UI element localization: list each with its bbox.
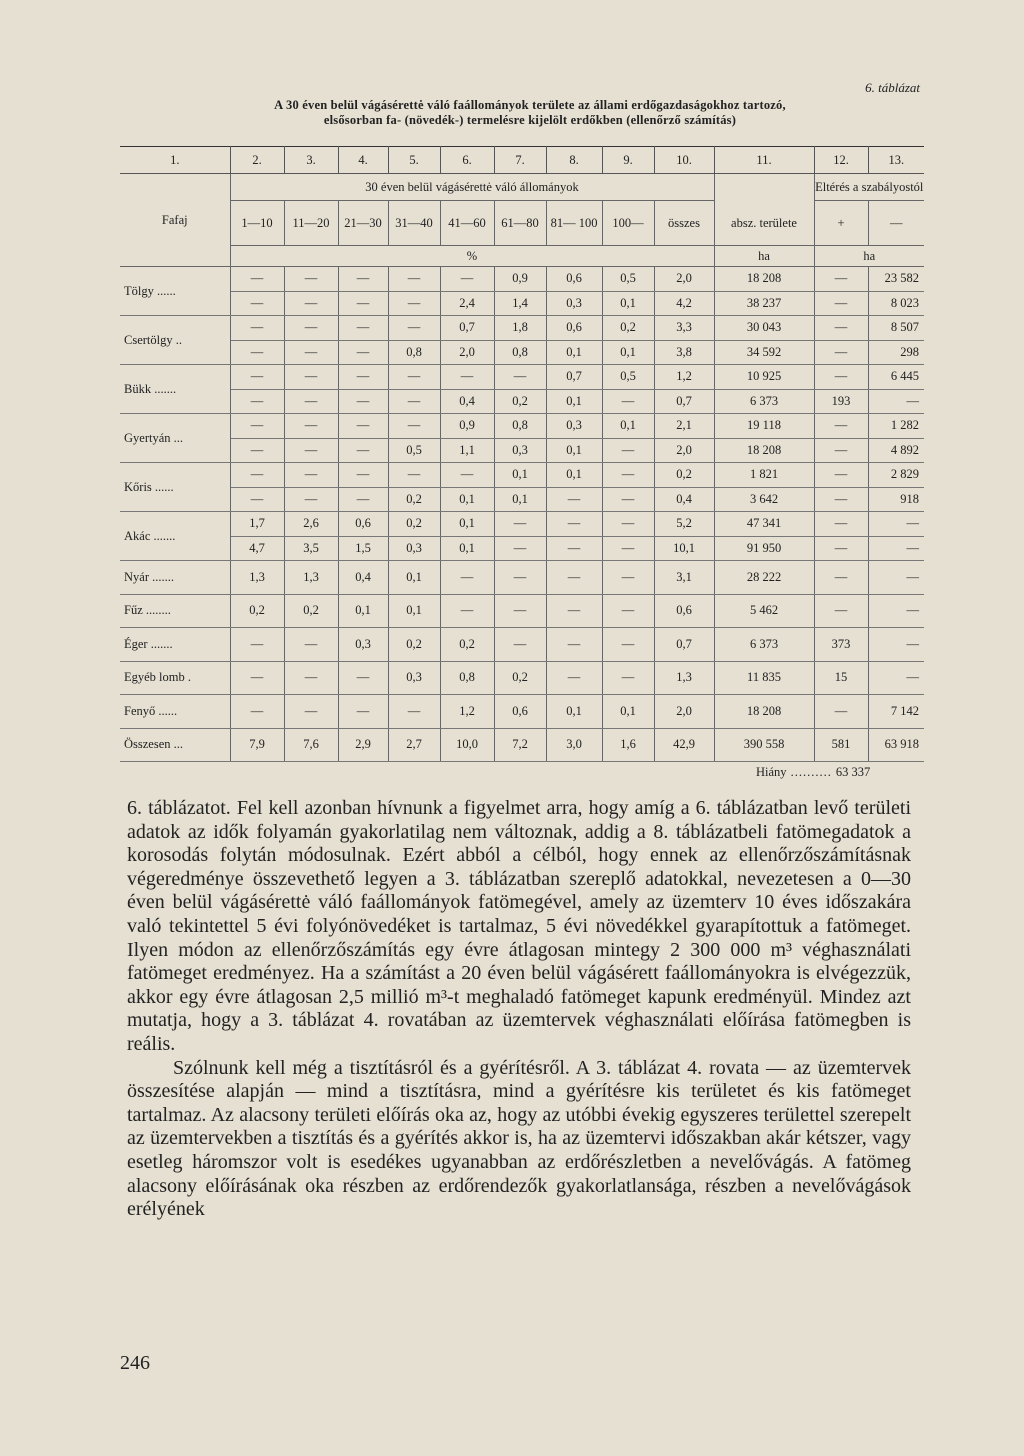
- table-cell: —: [338, 414, 388, 439]
- table-cell: —: [814, 594, 868, 628]
- table-cell: 1,3: [230, 561, 284, 595]
- table-cell: —: [230, 414, 284, 439]
- species-name: Akác .......: [120, 512, 230, 561]
- table-cell: 0,7: [440, 316, 494, 341]
- table-cell: —: [230, 487, 284, 512]
- table-cell: 0,3: [494, 438, 546, 463]
- table-row: [120, 340, 924, 365]
- table-cell: 0,6: [546, 267, 602, 292]
- table-cell: 10,1: [654, 536, 714, 561]
- table-row: [120, 628, 924, 662]
- species-name: Fűz ........: [120, 594, 230, 628]
- table-row: [120, 561, 924, 595]
- table-row: [120, 365, 924, 390]
- table-cell: 3,0: [546, 728, 602, 762]
- table-cell: 2,9: [338, 728, 388, 762]
- table-row: [120, 487, 924, 512]
- table-title-line-2: elsősorban fa- (növedék-) termelésre kijelölt erdőkben (ellenőrző számítás): [323, 113, 737, 127]
- table-cell: 28 222: [714, 561, 814, 595]
- table-label: 6. táblázat: [865, 80, 920, 95]
- header-minus: —: [868, 201, 924, 246]
- table-cell: 5 462: [714, 594, 814, 628]
- table-cell: 0,5: [602, 365, 654, 390]
- table-cell: 918: [868, 487, 924, 512]
- table-cell: —: [440, 561, 494, 595]
- table-cell: —: [230, 695, 284, 729]
- table-cell: 0,1: [602, 291, 654, 316]
- table-cell: —: [284, 487, 338, 512]
- table-cell: —: [546, 487, 602, 512]
- table-cell: —: [814, 340, 868, 365]
- table-cell: 1,6: [602, 728, 654, 762]
- header-range: 61—80: [494, 201, 546, 246]
- table-cell: 1,2: [440, 695, 494, 729]
- table-cell: —: [814, 695, 868, 729]
- table-cell: 0,2: [230, 594, 284, 628]
- table-cell: —: [602, 594, 654, 628]
- table-cell: —: [230, 628, 284, 662]
- header-pct: %: [230, 246, 714, 267]
- table-cell: —: [868, 536, 924, 561]
- table-cell: 0,1: [546, 695, 602, 729]
- table-cell: 3,8: [654, 340, 714, 365]
- page-number: 246: [120, 1352, 150, 1374]
- col-num: 8.: [546, 147, 602, 174]
- species-name: Csertölgy ..: [120, 316, 230, 365]
- table-title-line-1: A 30 éven belül vágásérettė váló faállományok területe az állami erdőgazdaságokhoz tartozó,: [274, 98, 786, 112]
- table-cell: 1,3: [654, 661, 714, 695]
- table-cell: —: [338, 695, 388, 729]
- table-cell: 0,1: [546, 340, 602, 365]
- species-name: Összesen ...: [120, 728, 230, 762]
- table-cell: 0,6: [338, 512, 388, 537]
- table-cell: —: [602, 661, 654, 695]
- table-cell: —: [602, 628, 654, 662]
- table-cell: —: [868, 389, 924, 414]
- table-cell: 4,2: [654, 291, 714, 316]
- col-num: 3.: [284, 147, 338, 174]
- data-table: [120, 146, 924, 762]
- table-cell: 193: [814, 389, 868, 414]
- table-cell: —: [494, 512, 546, 537]
- table-cell: —: [284, 628, 338, 662]
- table-cell: —: [284, 438, 338, 463]
- table-row: [120, 512, 924, 537]
- table-cell: 10 925: [714, 365, 814, 390]
- table-cell: 6 445: [868, 365, 924, 390]
- table-cell: 0,1: [546, 463, 602, 488]
- table-row: [120, 728, 924, 762]
- table-cell: 0,3: [388, 661, 440, 695]
- header-area: absz. területe: [714, 201, 814, 246]
- table-cell: —: [230, 438, 284, 463]
- table-cell: 0,6: [546, 316, 602, 341]
- table-cell: —: [230, 389, 284, 414]
- header-range: 11—20: [284, 201, 338, 246]
- table-cell: 6 373: [714, 389, 814, 414]
- species-name: Bükk .......: [120, 365, 230, 414]
- table-row: [120, 267, 924, 292]
- table-cell: —: [440, 365, 494, 390]
- table-cell: 30 043: [714, 316, 814, 341]
- table-cell: —: [546, 561, 602, 595]
- table-cell: 0,9: [494, 267, 546, 292]
- table-cell: 18 208: [714, 267, 814, 292]
- table-cell: 63 918: [868, 728, 924, 762]
- table-row: [120, 414, 924, 439]
- table-cell: 0,2: [440, 628, 494, 662]
- species-name: Éger .......: [120, 628, 230, 662]
- table-cell: —: [494, 594, 546, 628]
- table-cell: —: [868, 661, 924, 695]
- table-cell: 1,1: [440, 438, 494, 463]
- species-name: Gyertyán ...: [120, 414, 230, 463]
- table-cell: 0,6: [494, 695, 546, 729]
- table-cell: 0,9: [440, 414, 494, 439]
- table-cell: —: [814, 365, 868, 390]
- table-cell: —: [814, 438, 868, 463]
- header-range-total: összes: [654, 201, 714, 246]
- table-cell: —: [284, 291, 338, 316]
- table-cell: —: [546, 594, 602, 628]
- table-row: [120, 594, 924, 628]
- table-cell: —: [494, 561, 546, 595]
- table-cell: —: [868, 594, 924, 628]
- table-cell: 2,0: [654, 695, 714, 729]
- table-cell: —: [814, 487, 868, 512]
- table-cell: 7 142: [868, 695, 924, 729]
- table-cell: 0,3: [388, 536, 440, 561]
- table-cell: —: [230, 463, 284, 488]
- col-num: 5.: [388, 147, 440, 174]
- table-cell: 0,1: [602, 414, 654, 439]
- table-cell: —: [440, 463, 494, 488]
- table-cell: 0,1: [440, 536, 494, 561]
- table-cell: 0,8: [388, 340, 440, 365]
- table-cell: 373: [814, 628, 868, 662]
- table-cell: 0,4: [338, 561, 388, 595]
- table-cell: —: [230, 267, 284, 292]
- header-fafaj: Fafaj: [120, 174, 230, 267]
- table-cell: 1,7: [230, 512, 284, 537]
- species-name: Nyár .......: [120, 561, 230, 595]
- paragraph-1: 6. táblázatot. Fel kell azonban hívnunk a figyelmet arra, hogy amíg a 6. táblázatban levő területi adatok az idők folyamán gyakorlatilag nem változnak, addig a 8. táblázatbeli fatömegadatok a korosodás folytán módosulnak. Ezért abból a célból, hogy ennek az ellenőrzőszámításnak végeredménye összevethető legyen a 3. táblázatban szereplő adatokkal, nevezetesen a 0—30 éven belül vágásérettė váló faállományok fatömegével, amely az üzemterv 10 éves időszakára való tekintettel 5 évi folyónövedéket is tartalmaz, 5 évi növedékkel gyarapítottuk a fatömeget. Ilyen módon az ellenőrzőszámítás egy évre átlagosan mintegy 2 300 000 m³ véghasználati fatömeget eredményez. Ha a számítást a 20 éven belül vágásérett faállományokra is elvégezzük, akkor egy évre átlagosan 2,5 millió m³-t meghaladó fatömeget kapunk eredményül. Mindez azt mutatja, hogy a 3. táblázat 4. rovatában az üzemtervek véghasználati előírása fatömegben is reális.: [127, 797, 911, 1055]
- col-num: 13.: [868, 147, 924, 174]
- table-row: [120, 463, 924, 488]
- table-cell: 0,2: [494, 389, 546, 414]
- table-cell: 8 023: [868, 291, 924, 316]
- table-cell: —: [494, 536, 546, 561]
- table-title: [130, 98, 930, 128]
- table-cell: 18 208: [714, 438, 814, 463]
- table-cell: —: [814, 561, 868, 595]
- table-cell: 2,0: [440, 340, 494, 365]
- col-num: 6.: [440, 147, 494, 174]
- table-cell: —: [814, 536, 868, 561]
- table-cell: 2,1: [654, 414, 714, 439]
- table-cell: —: [338, 661, 388, 695]
- table-cell: —: [814, 291, 868, 316]
- table-cell: —: [284, 661, 338, 695]
- table-cell: 0,1: [440, 512, 494, 537]
- table-cell: 298: [868, 340, 924, 365]
- table-cell: 0,2: [388, 628, 440, 662]
- table-cell: 7,9: [230, 728, 284, 762]
- table-cell: 2 829: [868, 463, 924, 488]
- table-cell: 0,2: [654, 463, 714, 488]
- header-plus: +: [814, 201, 868, 246]
- body-text: [127, 797, 911, 1222]
- table-cell: —: [602, 512, 654, 537]
- table-cell: 0,5: [602, 267, 654, 292]
- header-range: 100—: [602, 201, 654, 246]
- header-range: 21—30: [338, 201, 388, 246]
- table-cell: —: [230, 340, 284, 365]
- table-cell: —: [494, 628, 546, 662]
- table-cell: 1,4: [494, 291, 546, 316]
- col-num: 4.: [338, 147, 388, 174]
- table-cell: 5,2: [654, 512, 714, 537]
- shortfall-label: Hiány: [756, 765, 787, 779]
- table-cell: —: [814, 463, 868, 488]
- table-row: [120, 695, 924, 729]
- table-cell: —: [546, 628, 602, 662]
- shortfall-value: 63 337: [835, 765, 871, 779]
- species-name: Tölgy ......: [120, 267, 230, 316]
- table-cell: 0,2: [284, 594, 338, 628]
- table-cell: 8 507: [868, 316, 924, 341]
- table-cell: —: [814, 414, 868, 439]
- table-cell: 0,7: [654, 389, 714, 414]
- table-cell: —: [388, 365, 440, 390]
- paragraph-2: Szólnunk kell még a tisztításról és a gyérítésről. A 3. táblázat 4. rovata — az üzemtervek összesítése alapján — mind a tisztításra, mind a gyérítésre kis területet és kis fatömeget tartalmaz. Az alacsony területi előírás oka az, hogy az utóbbi évekig egyszeres területtel szerepelt az üzemtervekben a tisztítás és a gyérítés akkor is, ha az üzemtervi időszakban akár kétszer, vagy esetleg háromszor volt is esedékes ugyanabban az erdőrészletben a nevelővágás. A fatömeg alacsony előírásának oka részben az erdőrendezők gyakorlatlansága, részben a nevelővágások erélyének: [127, 1056, 911, 1221]
- table-cell: 2,7: [388, 728, 440, 762]
- table-cell: 47 341: [714, 512, 814, 537]
- table-cell: 15: [814, 661, 868, 695]
- table-cell: —: [602, 536, 654, 561]
- table-cell: —: [602, 561, 654, 595]
- table-row: [120, 438, 924, 463]
- table-cell: —: [338, 389, 388, 414]
- col-num: 9.: [602, 147, 654, 174]
- table-cell: 0,8: [440, 661, 494, 695]
- table-cell: —: [338, 365, 388, 390]
- table-row: [120, 316, 924, 341]
- table-cell: 0,3: [546, 414, 602, 439]
- table-cell: 0,6: [654, 594, 714, 628]
- table-cell: —: [284, 414, 338, 439]
- table-cell: 1,3: [284, 561, 338, 595]
- table-cell: 0,1: [546, 438, 602, 463]
- table-cell: —: [338, 267, 388, 292]
- table-cell: 0,2: [602, 316, 654, 341]
- table-cell: —: [284, 316, 338, 341]
- table-cell: —: [338, 463, 388, 488]
- table-cell: 0,8: [494, 340, 546, 365]
- header-deviation: Eltérés a szabályostól: [814, 174, 924, 201]
- table-body: [120, 267, 924, 762]
- header-range: 41—60: [440, 201, 494, 246]
- table-row: [120, 661, 924, 695]
- table-cell: 0,2: [388, 512, 440, 537]
- table-cell: 3 642: [714, 487, 814, 512]
- table-cell: —: [602, 463, 654, 488]
- col-num: 1.: [120, 147, 230, 174]
- table-row: [120, 291, 924, 316]
- table-cell: 0,2: [494, 661, 546, 695]
- table-cell: 0,3: [338, 628, 388, 662]
- table-cell: —: [388, 414, 440, 439]
- shortfall-line: Hiány .......... 63 337: [756, 765, 871, 779]
- table-cell: —: [388, 267, 440, 292]
- table-cell: 3,3: [654, 316, 714, 341]
- table-cell: 2,6: [284, 512, 338, 537]
- table-cell: —: [284, 389, 338, 414]
- table-row: [120, 536, 924, 561]
- table-cell: 18 208: [714, 695, 814, 729]
- column-number-row: [120, 147, 924, 174]
- table-cell: 11 835: [714, 661, 814, 695]
- header-range: 31—40: [388, 201, 440, 246]
- table-cell: 0,2: [388, 487, 440, 512]
- table-cell: 0,7: [546, 365, 602, 390]
- table-cell: 0,4: [440, 389, 494, 414]
- species-name: Egyéb lomb .: [120, 661, 230, 695]
- col-num: 11.: [714, 147, 814, 174]
- header-range: 1—10: [230, 201, 284, 246]
- table-cell: —: [868, 561, 924, 595]
- table-cell: 6 373: [714, 628, 814, 662]
- table-cell: —: [388, 389, 440, 414]
- table-cell: —: [388, 463, 440, 488]
- table-cell: —: [546, 536, 602, 561]
- table-cell: 38 237: [714, 291, 814, 316]
- table-cell: —: [602, 487, 654, 512]
- table-cell: 7,2: [494, 728, 546, 762]
- table-cell: 0,1: [388, 594, 440, 628]
- table-cell: 3,1: [654, 561, 714, 595]
- table-cell: —: [440, 594, 494, 628]
- col-num: 10.: [654, 147, 714, 174]
- header-ha-deviation: ha: [814, 246, 924, 267]
- table-cell: 0,1: [388, 561, 440, 595]
- table-cell: 0,1: [602, 340, 654, 365]
- table-cell: 23 582: [868, 267, 924, 292]
- species-name: Fenyő ......: [120, 695, 230, 729]
- table-cell: 0,1: [546, 389, 602, 414]
- table-cell: —: [284, 695, 338, 729]
- table-cell: 1,5: [338, 536, 388, 561]
- table-cell: 0,1: [494, 487, 546, 512]
- table-cell: —: [230, 316, 284, 341]
- table-cell: —: [284, 365, 338, 390]
- table-cell: 10,0: [440, 728, 494, 762]
- table-cell: —: [338, 316, 388, 341]
- table-cell: —: [230, 661, 284, 695]
- table-cell: 34 592: [714, 340, 814, 365]
- table-cell: 0,1: [338, 594, 388, 628]
- table-cell: 0,1: [494, 463, 546, 488]
- table-cell: 0,4: [654, 487, 714, 512]
- table-cell: —: [284, 463, 338, 488]
- header-range: 81— 100: [546, 201, 602, 246]
- table-cell: —: [388, 695, 440, 729]
- table-cell: 3,5: [284, 536, 338, 561]
- table-cell: 0,1: [440, 487, 494, 512]
- table-cell: —: [230, 365, 284, 390]
- table-cell: 4,7: [230, 536, 284, 561]
- table-cell: 1 821: [714, 463, 814, 488]
- table-cell: 0,7: [654, 628, 714, 662]
- table-cell: —: [440, 267, 494, 292]
- table-cell: —: [546, 661, 602, 695]
- table-cell: —: [814, 267, 868, 292]
- table-cell: —: [338, 340, 388, 365]
- table-cell: —: [868, 628, 924, 662]
- table-cell: 0,5: [388, 438, 440, 463]
- table-cell: —: [602, 438, 654, 463]
- table-cell: 42,9: [654, 728, 714, 762]
- table-cell: 1 282: [868, 414, 924, 439]
- table-cell: —: [546, 512, 602, 537]
- table-cell: —: [814, 512, 868, 537]
- table-cell: 2,0: [654, 267, 714, 292]
- col-num: 2.: [230, 147, 284, 174]
- header-group: 30 éven belül vágásérettė váló állományok: [230, 174, 714, 201]
- table-cell: —: [230, 291, 284, 316]
- table-cell: —: [494, 365, 546, 390]
- table-cell: 581: [814, 728, 868, 762]
- table-cell: —: [388, 291, 440, 316]
- table-cell: —: [338, 487, 388, 512]
- table-cell: 0,1: [602, 695, 654, 729]
- table-cell: 2,4: [440, 291, 494, 316]
- table-cell: —: [814, 316, 868, 341]
- table-cell: 7,6: [284, 728, 338, 762]
- table-cell: —: [388, 316, 440, 341]
- table-cell: —: [338, 291, 388, 316]
- table-row: [120, 389, 924, 414]
- table-cell: —: [602, 389, 654, 414]
- table-cell: 2,0: [654, 438, 714, 463]
- table-cell: —: [284, 340, 338, 365]
- table-cell: 0,8: [494, 414, 546, 439]
- table-cell: 4 892: [868, 438, 924, 463]
- col-num: 7.: [494, 147, 546, 174]
- table-cell: 0,3: [546, 291, 602, 316]
- table-cell: 1,8: [494, 316, 546, 341]
- col-num: 12.: [814, 147, 868, 174]
- table-cell: —: [284, 267, 338, 292]
- table-cell: 390 558: [714, 728, 814, 762]
- header-ha: ha: [714, 246, 814, 267]
- table-cell: 1,2: [654, 365, 714, 390]
- species-name: Kőris ......: [120, 463, 230, 512]
- table-cell: —: [868, 512, 924, 537]
- table-cell: 19 118: [714, 414, 814, 439]
- table-cell: —: [338, 438, 388, 463]
- table-cell: 91 950: [714, 536, 814, 561]
